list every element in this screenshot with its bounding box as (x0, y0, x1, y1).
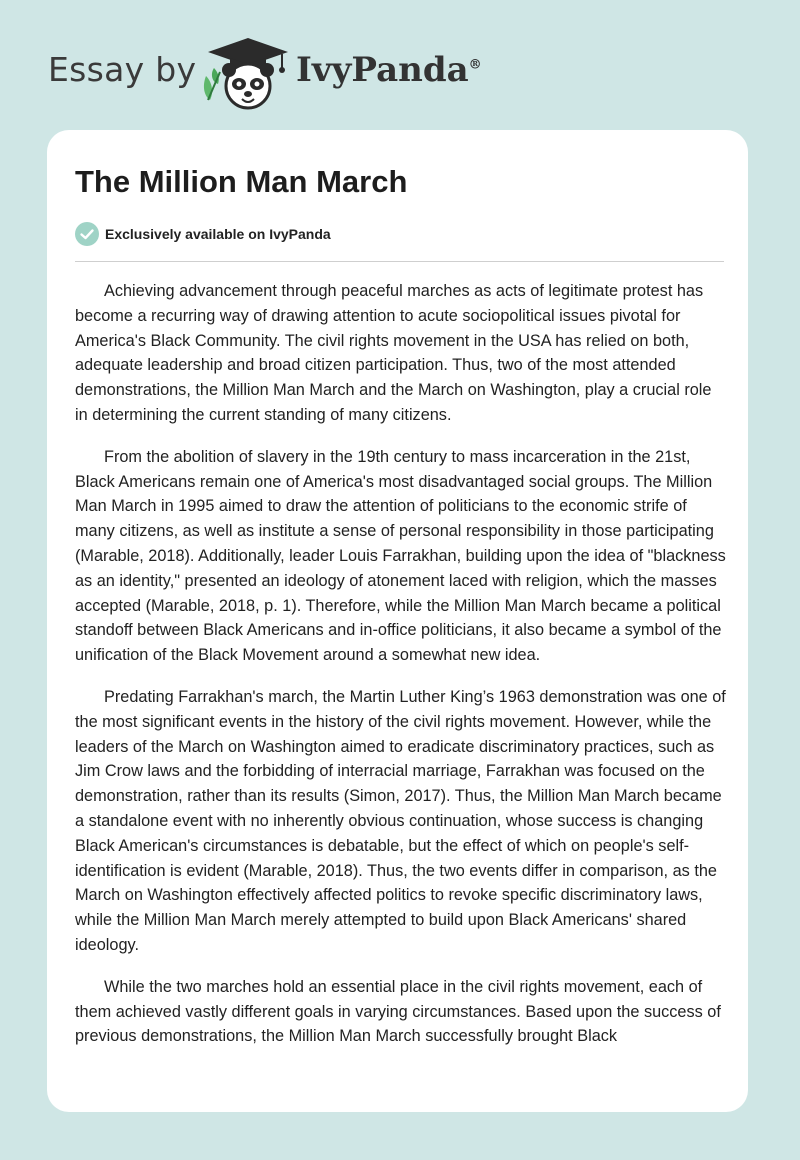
badge-text: Exclusively available on IvyPanda (105, 226, 331, 242)
check-circle-icon (75, 222, 99, 246)
exclusive-badge (75, 222, 331, 246)
essay-card (47, 130, 748, 1112)
page-title: The Million Man March (75, 164, 408, 199)
panda-logo-icon[interactable] (200, 34, 296, 110)
paragraph: Predating Farrakhan's march, the Martin Luther King’s 1963 demonstration was one of the most significant events in the history of the civil rights movement. However, while the leaders of the March on Washington aimed to eradicate discriminatory practices, such as Jim Crow laws and the forbidding of interracial marriage, Farrakhan was focused on the demonstration, rather than its results (Simon, 2017). Thus, the Million Man March became a standalone event with no inherently obvious continuation, whose success is changing Black American's circumstances is debatable, but the effect of which on people's self-identification is evident (Marable, 2018). Thus, the two events differ in comparison, as the March on Washington effectively affected politics to revoke specific discriminatory laws, while the Million Man March merely attempted to build upon Black Americans' shared ideology. (75, 687, 726, 954)
essay-body (75, 279, 727, 1066)
paragraph: While the two marches hold an essential place in the civil rights movement, each of them achieved vastly different goals in varying circumstances. Based upon the success of previous demonstrations, the Million Man March successfully brought Black (75, 977, 721, 1046)
brand-prefix: Essay by (48, 50, 197, 89)
paragraph: Achieving advancement through peaceful marches as acts of legitimate protest has become a recurring way of drawing attention to acute sociopolitical issues pivotal for America's Black Community. The civil rights movement in the USA has relied on both, adequate leadership and broad citizen participation. Thus, two of the most attended demonstrations, the Million Man March and the March on Washington, play a crucial role in determining the current standing of many citizens. (75, 282, 712, 424)
registered-mark: ® (468, 57, 482, 73)
site-header (0, 0, 800, 120)
paragraph: From the abolition of slavery in the 19th century to mass incarceration in the 21st, Black Americans remain one of America's most disadvantaged social groups. The Million Man March in 1995 aimed to draw the attention of politicians to the economic strife of many citizens, as well as institute a sense of personal responsibility in those participating (Marable, 2018). Additionally, leader Louis Farrakhan, building upon the idea of "blackness as an identity," presented an ideology of atonement laced with religion, which the masses accepted (Marable, 2018, p. 1). Therefore, while the Million Man March became a political standoff between Black Americans and in-office politicians, it also became a symbol of the unification of the Black Movement around a somewhat new idea. (75, 447, 726, 665)
divider (75, 261, 724, 262)
brand-name-text: IvyPanda (296, 50, 469, 90)
brand-name[interactable] (296, 50, 482, 90)
